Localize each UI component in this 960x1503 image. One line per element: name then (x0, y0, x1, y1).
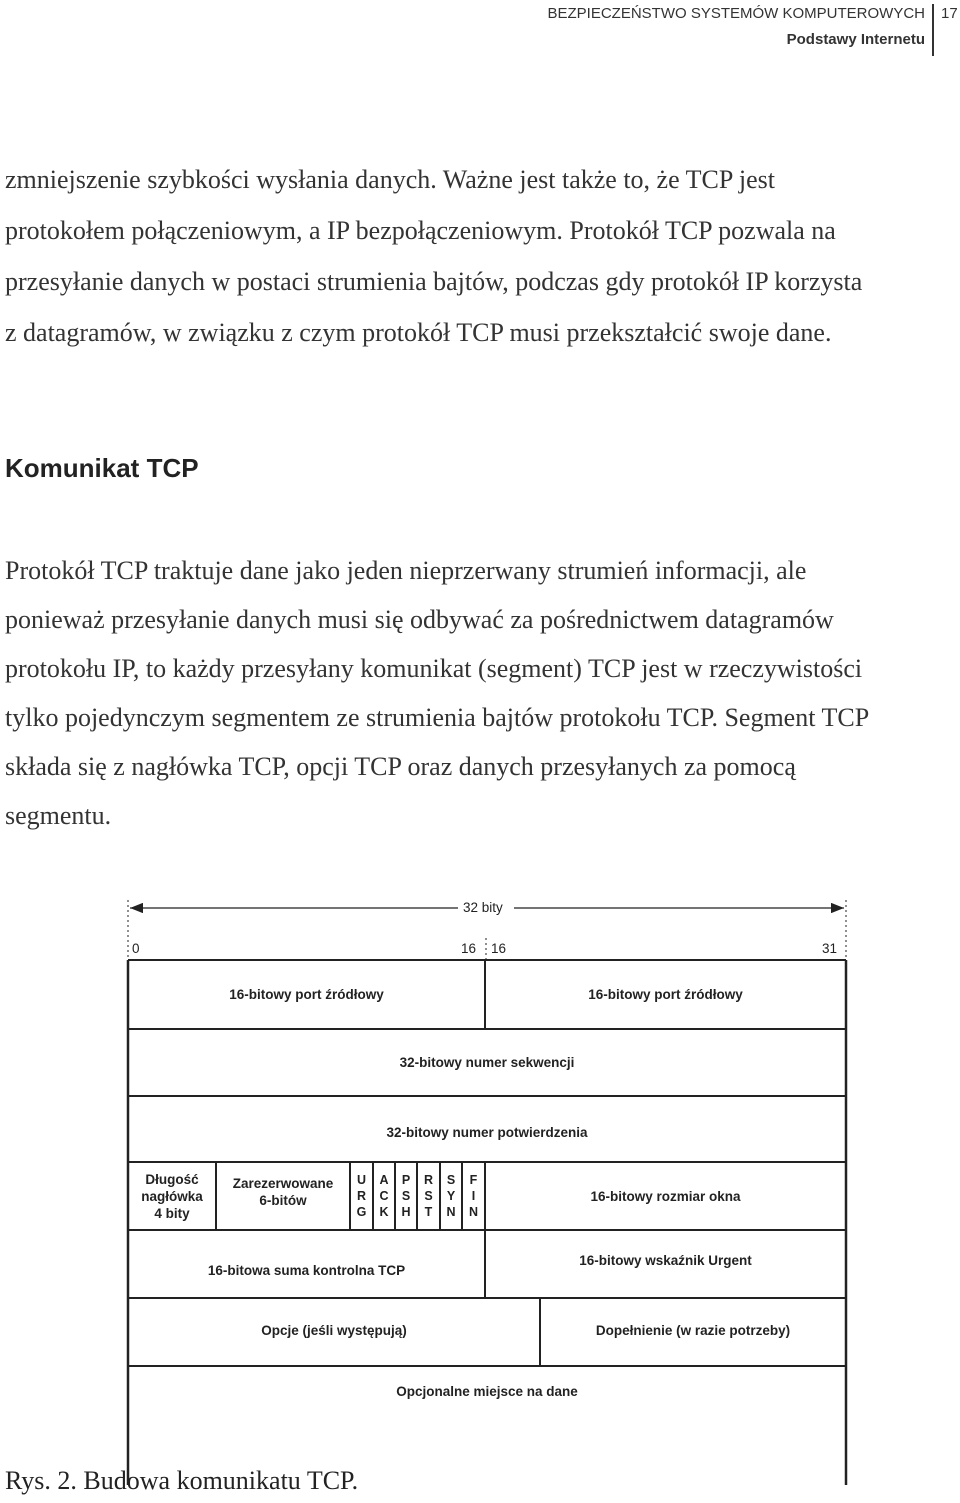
flag-letter: S (401, 1189, 411, 1203)
field-reserved (216, 1158, 350, 1226)
paragraph-line: zmniejszenie szybkości wysłania danych. Ważne jest także to, że TCP jest (5, 165, 775, 194)
flag-fin (462, 1162, 485, 1230)
field-sequence-number: 32-bitowy numer sekwencji (399, 1055, 575, 1070)
field-options: Opcje (jeśli występują) (261, 1322, 407, 1338)
paragraph-line: protokołem połączeniowym, a IP bezpołączeniowym. Protokół TCP pozwala na (5, 216, 836, 245)
header-divider (932, 4, 934, 56)
flag-letter: R (423, 1173, 434, 1187)
flag-letter: K (379, 1205, 389, 1219)
paragraph-line: przesyłanie danych w postaci strumienia bajtów, podczas gdy protokół IP korzysta (5, 267, 863, 296)
section-heading: Komunikat TCP (5, 453, 199, 483)
flag-psh (395, 1162, 417, 1230)
flag-ack (373, 1162, 395, 1230)
flag-letter: C (379, 1189, 389, 1203)
paragraph-tcp (5, 546, 955, 840)
field-window-size: 16-bitowy rozmiar okna (590, 1188, 741, 1204)
field-destination-port: 16-bitowy port źródłowy (588, 987, 743, 1002)
flag-syn (440, 1162, 462, 1230)
flag-letter: H (401, 1205, 411, 1219)
flag-letter: N (468, 1205, 479, 1219)
header-length-line: 4 bity (154, 1205, 190, 1221)
reserved-line: Zarezerwowane (232, 1176, 334, 1191)
flag-letter: U (356, 1173, 367, 1187)
flag-letter: I (471, 1189, 476, 1203)
width-label: 32 bity (463, 900, 503, 915)
paragraph-line: z datagramów, w związku z czym protokół TCP musi przekształcić swoje dane. (5, 318, 832, 347)
flag-letter: S (424, 1189, 433, 1203)
paragraph-intro (5, 154, 955, 358)
header-length-line: nagłówka (141, 1188, 203, 1204)
paragraph-line: segmentu. (5, 801, 112, 830)
header-title: BEZPIECZEŃSTWO SYSTEMÓW KOMPUTEROWYCH (547, 5, 925, 22)
flag-letter: N (446, 1205, 456, 1219)
flag-urg (350, 1162, 373, 1230)
field-checksum: 16-bitowa suma kontrolna TCP (207, 1262, 406, 1278)
paragraph-line: ponieważ przesyłanie danych musi się odbywać za pośrednictwem datagramów (5, 605, 834, 634)
tcp-segment-diagram (118, 890, 858, 1485)
bit-label-end: 31 (822, 941, 838, 956)
field-source-port: 16-bitowy port źródłowy (229, 987, 384, 1002)
field-data: Opcjonalne miejsce na dane (396, 1383, 578, 1399)
field-urgent-pointer: 16-bitowy wskaźnik Urgent (579, 1252, 752, 1268)
paragraph-line: Protokół TCP traktuje dane jako jeden nieprzerwany strumień informacji, ale (5, 556, 807, 585)
flag-letter: P (401, 1173, 411, 1187)
header-subtitle: Podstawy Internetu (786, 31, 925, 48)
page-header (0, 0, 960, 60)
field-header-length (128, 1162, 216, 1230)
header-length-line: Długość (145, 1171, 199, 1187)
field-ack-number: 32-bitowy numer potwierdzenia (386, 1124, 588, 1140)
paragraph-line: tylko pojedynczym segmentem ze strumienia bajtów protokołu TCP. Segment TCP (5, 703, 870, 732)
reserved-line: 6-bitów (259, 1193, 307, 1208)
bit-label-mid-left: 16 (461, 941, 477, 956)
bit-label-mid-right: 16 (491, 941, 507, 956)
flag-letter: Y (446, 1189, 456, 1203)
flag-letter: F (469, 1173, 478, 1187)
flag-letter: S (446, 1173, 456, 1187)
flag-letter: T (424, 1205, 433, 1219)
flag-rst (417, 1162, 440, 1230)
bit-label-start: 0 (132, 941, 140, 956)
field-padding: Dopełnienie (w razie potrzeby) (595, 1322, 791, 1338)
figure-caption: Rys. 2. Budowa komunikatu TCP. (5, 1466, 359, 1495)
paragraph-line: składa się z nagłówka TCP, opcji TCP oraz danych przesyłanych za pomocą (5, 752, 796, 781)
paragraph-line: protokołu IP, to każdy przesyłany komunikat (segment) TCP jest w rzeczywistości (5, 654, 863, 683)
page-number: 17 (941, 5, 958, 22)
flag-letter: R (356, 1189, 367, 1203)
flag-letter: A (379, 1173, 389, 1187)
flag-letter: G (356, 1205, 367, 1219)
